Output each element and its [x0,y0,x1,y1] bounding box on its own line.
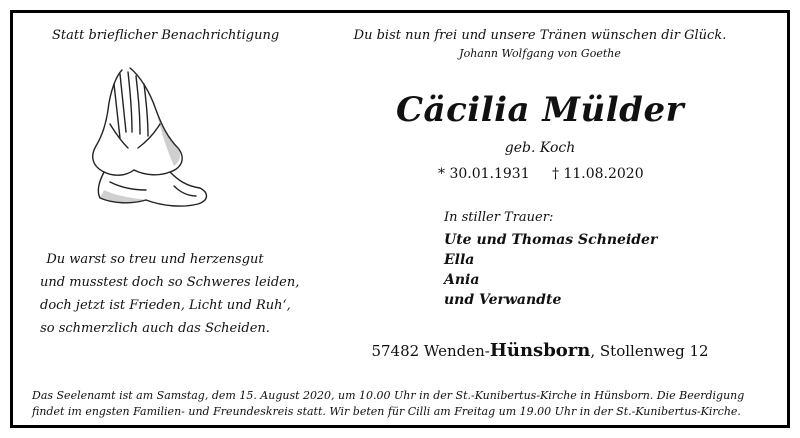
poem [40,248,300,340]
address [330,340,750,361]
maiden-name: geb. Koch [504,140,576,156]
quote-author: Johann Wolfgang von Goethe [459,47,621,60]
birth-date: * 30.01.1931 [438,166,530,182]
poem-line: so schmerzlich auch das Scheiden. [40,321,270,336]
address-prefix: 57482 Wenden- [371,342,490,360]
mourners-intro: In stiller Trauer: [444,210,554,225]
mourner-name: Ute und Thomas Schneider [444,232,658,248]
footer-text: Das Seelenamt ist am Samstag, dem 15. August 2020, um 10.00 Uhr in der St.-Kunibertus-Kirche in Hünsborn. Die Beerdigung findet im engsten Familien- und Freundeskreis statt. Wir beten für Cilli am Freitag um 19.00 Uhr in der St.-Kunibertus-Kirche. [32,389,745,418]
quote: Du bist nun frei und unsere Tränen wünschen dir Glück. [353,28,727,43]
deceased-name: Cäcilia Mülder [396,90,684,130]
poem-line: und musstest doch so Schweres leiden, [40,275,300,290]
mourners-list [444,230,657,310]
mourner-name: Ella [444,252,475,268]
address-street: , Stollenweg 12 [590,342,709,360]
death-date: † 11.08.2020 [552,166,644,182]
poem-line: Du warst so treu und herzensgut [46,252,264,267]
header-left-text: Statt brieflicher Benachrichtigung [52,28,280,43]
address-town: Hünsborn [489,340,591,361]
poem-line: doch jetzt ist Frieden, Licht und Ruh‘, [40,298,291,313]
mourner-name: Ania [444,272,480,288]
praying-hands-icon [70,62,230,212]
mourner-name: und Verwandte [444,292,562,308]
